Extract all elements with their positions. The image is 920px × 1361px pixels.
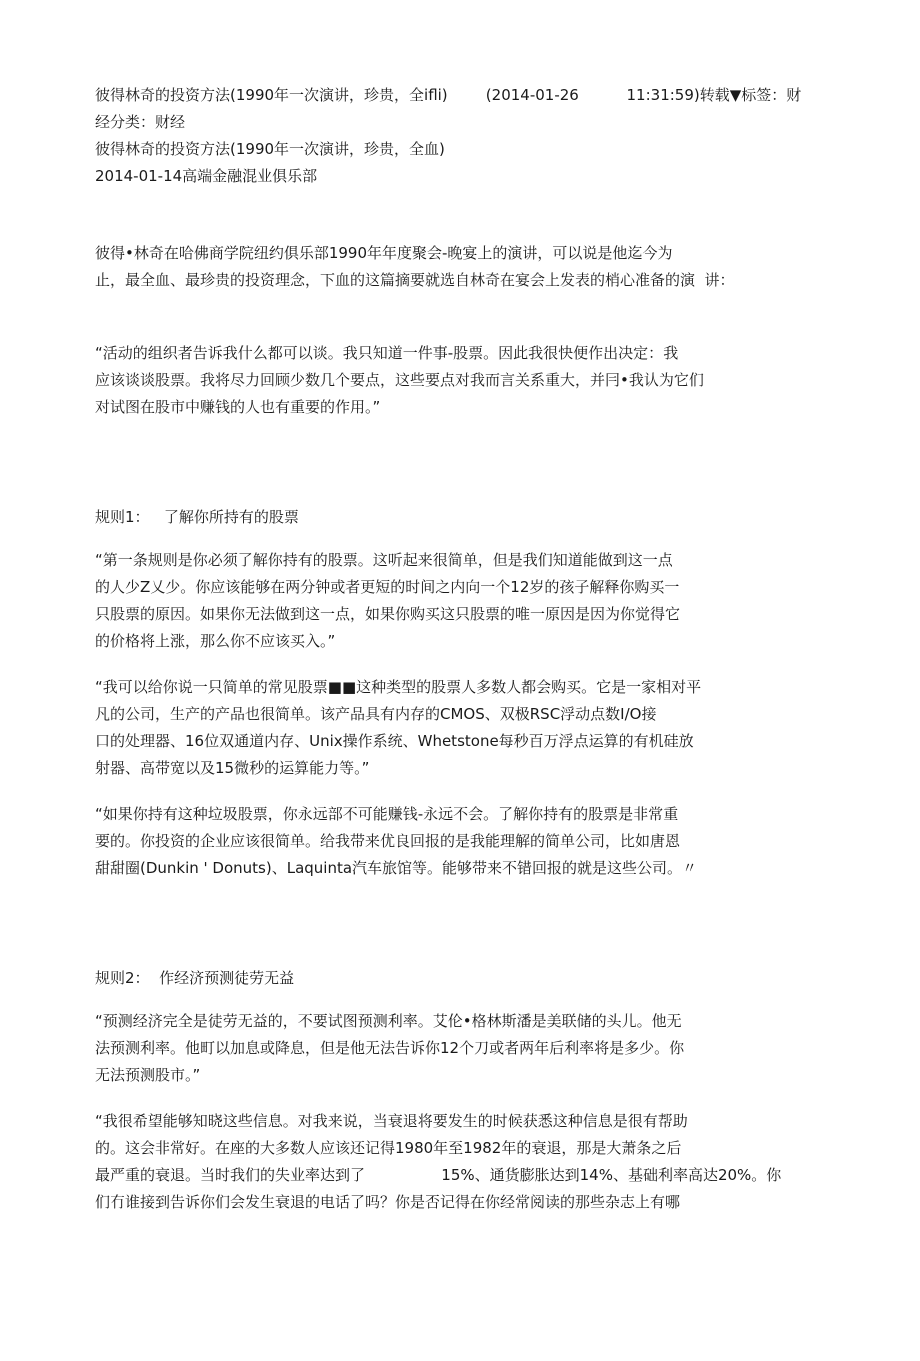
- rule2-paragraph-2: [95, 1108, 835, 1216]
- paragraph-line: 们冇谁接到告诉你们会发生衰退的电话了吗？你是否记得在你经常阅读的那些杂志上有哪: [95, 1193, 681, 1211]
- paragraph-line: 要的。你投资的企业应该很简单。给我带来优良回报的是我能理解的简单公司，比如唐恩: [95, 832, 681, 850]
- header-category-line: 经分类：财经: [95, 113, 186, 131]
- quote-line: 对试图在股市中赚钱的人也有重要的作用。”: [95, 398, 381, 416]
- rule2-heading: 规则2： 作经济预测徒劳无益: [95, 969, 295, 987]
- paragraph-line: “预测经济完全是徒劳无益的，不要试图预测利率。艾伦•格林斯潘是美联储的头儿。他无: [95, 1012, 682, 1030]
- paragraph-line: 法预测利率。他町以加息或降息，但是他无法告诉你12个刀或者两年后利率将是多少。你: [95, 1039, 685, 1057]
- paragraph-line: 只股票的原因。如果你无法做到这一点，如果你购买这只股票的唯一原因是因为你觉得它: [95, 605, 681, 623]
- document-page: [95, 82, 835, 1216]
- opening-quote-paragraph: [95, 340, 835, 421]
- quote-line: 应该谈谈股票。我将尽力回顾少数几个要点，这些要点对我而言关系重大，并冃•我认为它们: [95, 371, 704, 389]
- rule2-section: [95, 965, 835, 1216]
- paragraph-line: “第一条规则是你必须了解你持有的股票。这听起来很简单，但是我们知道能做到这一点: [95, 551, 673, 569]
- header-subtitle-line: 彼得林奇的投资方法(1990年一次演讲，珍贵，全血): [95, 140, 445, 158]
- article-header: [95, 82, 835, 190]
- header-date-source-line: 2014-01-14高端金融混业俱乐部: [95, 167, 318, 185]
- paragraph-line: 的人少Z乂少。你应该能够在两分钟或者更短的时间之内向一个12岁的孩子解释你购买一: [95, 578, 680, 596]
- header-title-line: 彼得林奇的投资方法(1990年一次演讲，珍贵，全ifli) (2014-01-26 11:31:59)转载▼标签：财: [95, 86, 802, 104]
- intro-paragraph: [95, 240, 835, 294]
- paragraph-line: 凡的公司，生产的产品也很简单。该产品具有内存的CMOS、双极RSC浮动点数I/O接: [95, 705, 657, 723]
- paragraph-line: 的。这会非常好。在座的大多数人应该还记得1980年至1982年的衰退，那是大萧条之后: [95, 1139, 682, 1157]
- rule1-heading: 规则1： 了解你所持有的股票: [95, 508, 299, 526]
- rule1-paragraph-3: [95, 801, 835, 882]
- rule1-paragraph-2: [95, 674, 835, 782]
- paragraph-line: 射器、高带宽以及15微秒的运算能力等。”: [95, 759, 370, 777]
- paragraph-line: 口的处理器、16位双通道内存、Unix操作系统、Whetstone每秒百万浮点运算的有机硅放: [95, 732, 694, 750]
- paragraph-line: 无法预测股市。”: [95, 1066, 201, 1084]
- rule2-paragraph-1: [95, 1008, 835, 1089]
- paragraph-line: 的价格将上涨，那么你不应该买入。”: [95, 632, 336, 650]
- paragraph-line: “我可以给你说一只简单的常见股票■■这种类型的股票人多数人都会购买。它是一家相对平: [95, 678, 702, 696]
- paragraph-line: “我很希望能够知晓这些信息。对我来说，当衰退将要发生的时候获悉这种信息是很有帮助: [95, 1112, 688, 1130]
- quote-line: “活动的组织者告诉我什么都可以谈。我只知道一件事-股票。因此我很快便作出决定：我: [95, 344, 679, 362]
- rule1-section: [95, 504, 835, 882]
- rule1-paragraph-1: [95, 547, 835, 655]
- intro-line: 止，最全血、最珍贵的投资理念，下血的这篇摘要就选自林奇在宴会上发表的梢心准备的演 讲：: [95, 271, 735, 289]
- intro-line: 彼得•林奇在哈佛商学院纽约俱乐部1990年年度聚会-晚宴上的演讲，可以说是他迄今为: [95, 244, 673, 262]
- paragraph-line: 最严重的衰退。当时我们的失业率达到了 15%、通货膨胀达到14%、基础利率高达20%。你: [95, 1166, 782, 1184]
- paragraph-line: “如果你持有这种垃圾股票，你永远部不可能赚钱-永远不会。了解你持有的股票是非常重: [95, 805, 679, 823]
- paragraph-line: 甜甜圈(Dunkin ' Donuts)、Laquinta汽车旅馆等。能够带来不错回报的就是这些公司。〃: [95, 859, 698, 877]
